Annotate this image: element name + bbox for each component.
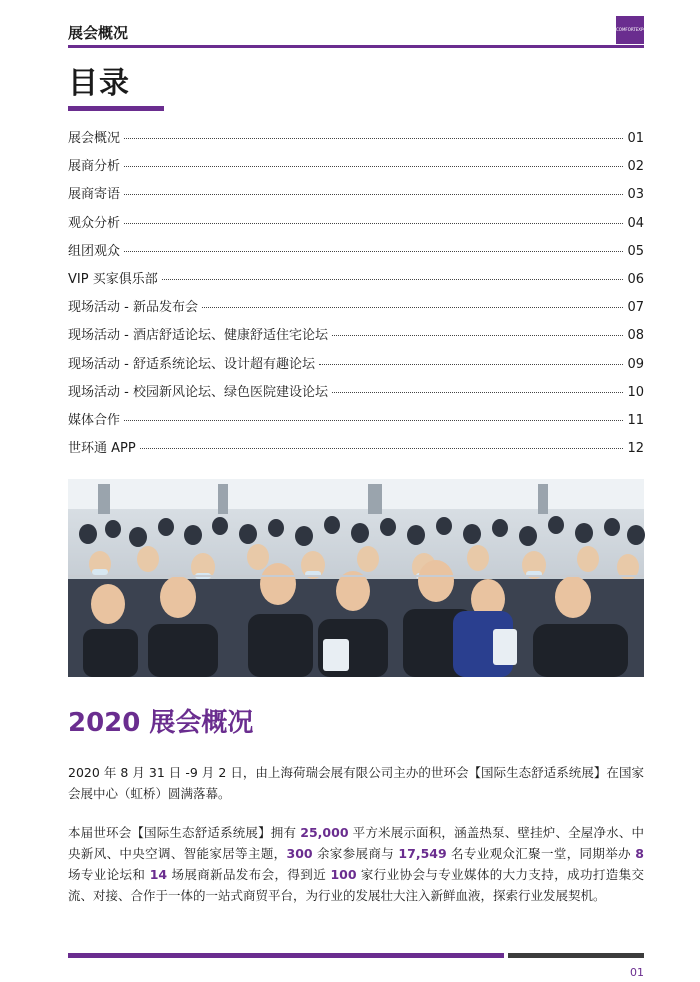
toc-item-label: 组团观众 — [68, 243, 121, 259]
toc-leader-dots — [124, 420, 623, 421]
table-of-contents — [68, 127, 644, 465]
toc-item[interactable] — [68, 155, 644, 183]
visitor-count-value: 17,549 — [398, 846, 447, 861]
toc-item-label: 现场活动 - 酒店舒适论坛、健康舒适住宅论坛 — [68, 328, 328, 344]
toc-item-page: 08 — [627, 328, 644, 344]
toc-item-label: 观众分析 — [68, 215, 121, 231]
toc-item-label: VIP 买家俱乐部 — [68, 271, 158, 287]
toc-item-label: 展商寄语 — [68, 187, 121, 203]
summary-text: 本届世环会【国际生态舒适系统展】拥有 — [68, 825, 301, 840]
summary-text: 家行业协会与专业媒体的大力支持，成功打造集交流、对接、合作于一体的一站式商贸平台，为行业的发展壮大注入新鲜血液，探索行业发展契机。 — [68, 867, 645, 903]
toc-item[interactable] — [68, 409, 644, 437]
header-divider — [68, 45, 644, 48]
toc-leader-dots — [162, 279, 624, 280]
toc-leader-dots — [124, 223, 623, 224]
toc-item-label: 展商分析 — [68, 159, 121, 175]
toc-item-label: 展会概况 — [68, 131, 121, 146]
toc-item[interactable] — [68, 212, 644, 240]
summary-text: 场展商新品发布会，得到近 — [167, 867, 331, 882]
toc-leader-dots — [124, 194, 623, 195]
toc-item[interactable] — [68, 353, 644, 381]
toc-item[interactable] — [68, 437, 644, 465]
toc-item-page: 11 — [627, 412, 644, 428]
toc-leader-dots — [332, 392, 623, 393]
toc-item[interactable] — [68, 296, 644, 324]
toc-item[interactable] — [68, 127, 644, 155]
intro-paragraph: 2020 年 8 月 31 日 -9 月 2 日，由上海荷瑞会展有限公司主办的世环会【国际生态舒适系统展】在国家会展中心（虹桥）圆满落幕。 — [68, 765, 644, 801]
toc-item[interactable] — [68, 381, 644, 409]
toc-item[interactable] — [68, 183, 644, 211]
summary-paragraph — [68, 822, 644, 906]
toc-item-label: 现场活动 - 校园新风论坛、绿色医院建设论坛 — [68, 384, 328, 400]
header-title: 展会概况 — [68, 24, 129, 42]
section-title: 2020 展会概况 — [68, 708, 254, 738]
forum-count-value: 8 — [635, 846, 644, 861]
toc-leader-dots — [124, 166, 623, 167]
toc-item-page: 06 — [627, 271, 644, 287]
association-count-value: 100 — [330, 867, 357, 882]
toc-item-page: 10 — [627, 384, 644, 400]
toc-item-page: 02 — [627, 159, 644, 175]
toc-leader-dots — [124, 251, 623, 252]
toc-leader-dots — [319, 364, 623, 365]
summary-text: 余家参展商与 — [312, 846, 399, 861]
toc-item-page: 05 — [627, 243, 644, 259]
page-number: 01 — [630, 966, 644, 979]
toc-item-page: 12 — [627, 441, 644, 457]
summary-text: 平方米展示面积，涵盖热泵、壁挂炉、全屋净水、中央新风、中央空调、智能家居等主题， — [68, 825, 644, 861]
toc-item[interactable] — [68, 240, 644, 268]
exhibition-area-value: 25,000 — [300, 825, 349, 840]
footer-bar-dark — [508, 953, 644, 958]
toc-heading: 目录 — [68, 66, 130, 101]
toc-item-page: 01 — [627, 131, 644, 146]
toc-item-label: 现场活动 - 新品发布会 — [68, 300, 198, 316]
launch-count-value: 14 — [149, 867, 168, 882]
summary-text: 名专业观众汇聚一堂，同期举办 — [446, 846, 636, 861]
toc-item-page: 09 — [627, 356, 644, 372]
toc-item-page: 07 — [627, 300, 644, 316]
toc-item-label: 世环通 APP — [68, 441, 136, 457]
toc-heading-underline — [68, 106, 164, 111]
toc-leader-dots — [124, 138, 623, 139]
toc-item-label: 现场活动 - 舒适系统论坛、设计超有趣论坛 — [68, 356, 315, 372]
toc-leader-dots — [140, 448, 624, 449]
exhibitor-count-value: 300 — [286, 846, 313, 861]
toc-item-page: 04 — [627, 215, 644, 231]
brand-logo-text: COMFORTEXPO CHINA — [616, 27, 647, 60]
summary-text: 场专业论坛和 — [68, 867, 150, 882]
toc-leader-dots — [332, 335, 623, 336]
brand-logo — [616, 16, 647, 60]
toc-item-label: 媒体合作 — [68, 412, 121, 428]
toc-item[interactable] — [68, 268, 644, 296]
exhibition-crowd-photo — [68, 479, 644, 677]
toc-item-page: 03 — [627, 187, 644, 203]
footer-bar-accent — [68, 953, 504, 958]
toc-item[interactable] — [68, 324, 644, 352]
toc-leader-dots — [202, 307, 623, 308]
